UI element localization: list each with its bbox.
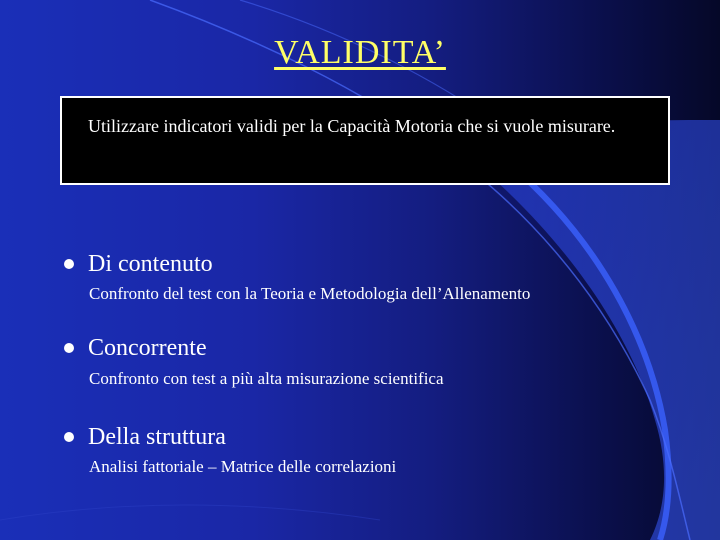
bullet-label: Di contenuto (88, 251, 213, 277)
bullet-item-contenuto (64, 249, 213, 279)
slide-title: VALIDITA’ (274, 34, 446, 71)
bullet-item-struttura (64, 422, 226, 452)
definition-text: Utilizzare indicatori validi per la Capacità Motoria che si vuole misurare. (88, 116, 616, 136)
bullet-dot-icon (64, 259, 74, 269)
bullet-description: Analisi fattoriale – Matrice delle correlazioni (89, 457, 397, 476)
bullet-description: Confronto con test a più alta misurazione scientifica (89, 369, 444, 388)
bullet-label: Della struttura (88, 424, 226, 450)
definition-box (60, 96, 670, 185)
bullet-dot-icon (64, 432, 74, 442)
bullet-dot-icon (64, 343, 74, 353)
bullet-label: Concorrente (88, 335, 207, 361)
bullet-description: Confronto del test con la Teoria e Metodologia dell’Allenamento (89, 284, 531, 303)
bullet-item-concorrente (64, 333, 207, 363)
background-arc-3 (0, 505, 380, 520)
